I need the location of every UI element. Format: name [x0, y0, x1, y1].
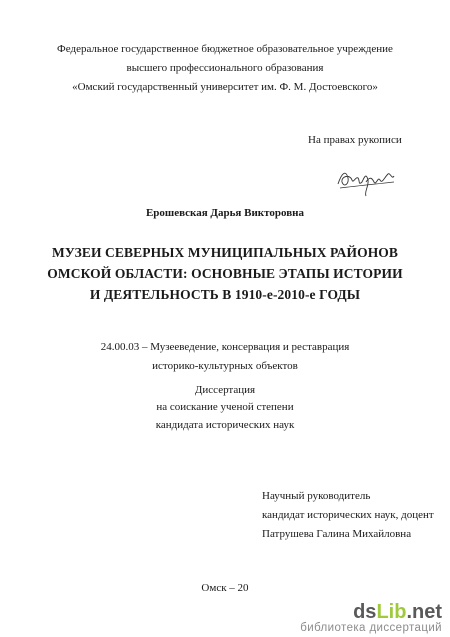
thesis-title-line-1: МУЗЕИ СЕВЕРНЫХ МУНИЦИПАЛЬНЫХ РАЙОНОВ [51, 245, 398, 260]
dslib-subtitle: библиотека диссертаций [300, 622, 442, 634]
degree-line-3: кандидата исторических наук [155, 419, 295, 431]
footer-city-year: Омск – 20 [201, 582, 249, 594]
dslib-logo: dsLib.net [353, 601, 442, 623]
supervisor-degree: кандидат исторических наук, доцент [262, 509, 434, 521]
institution-line-1: Федеральное государственное бюджетное образовательное учреждение [57, 43, 393, 55]
thesis-title-line-2: ОМСКОЙ ОБЛАСТИ: ОСНОВНЫЕ ЭТАПЫ ИСТОРИИ [47, 266, 403, 281]
supervisor-label: Научный руководитель [262, 490, 371, 502]
author-name: Ерошевская Дарья Викторовна [145, 207, 305, 219]
specialty-line-1: 24.00.03 – Музееведение, консервация и реставрация [100, 341, 350, 353]
rights-note: На правах рукописи [308, 134, 402, 146]
degree-line-2: на соискание ученой степени [156, 401, 294, 413]
degree-line-1: Диссертация [194, 384, 256, 396]
dslib-watermark [300, 602, 442, 635]
author-signature [336, 162, 398, 203]
specialty-line-2: историко-культурных объектов [152, 360, 298, 372]
institution-line-2: высшего профессионального образования [126, 62, 324, 74]
thesis-title-line-3: И ДЕЯТЕЛЬНОСТЬ В 1910-е-2010-е ГОДЫ [89, 287, 361, 302]
supervisor-name: Патрушева Галина Михайловна [262, 528, 412, 540]
institution-line-3: «Омский государственный университет им. Ф. М. Достоевского» [72, 81, 378, 93]
